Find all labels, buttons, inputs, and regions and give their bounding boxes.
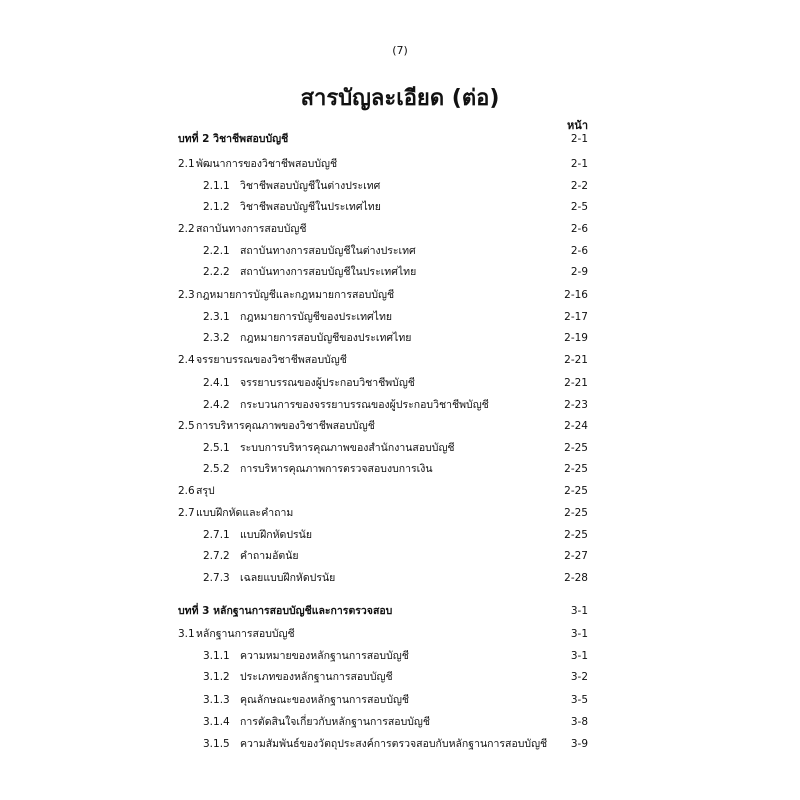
toc-entry-title: กฎหมายการบัญชีและกฎหมายการสอบบัญชี bbox=[196, 289, 395, 301]
toc-entry-number: 3.1.5 bbox=[203, 738, 230, 750]
toc-entry-page: 2-2 bbox=[570, 180, 588, 192]
toc-entry bbox=[0, 568, 800, 588]
toc-entry-number: 2.7 bbox=[178, 507, 195, 519]
toc-entry-page: 3-8 bbox=[570, 716, 588, 728]
toc-entry-number: 3.1.3 bbox=[203, 694, 230, 706]
toc-entry-number: 3.1.1 bbox=[203, 650, 230, 662]
toc-entry-page: 2-1 bbox=[570, 158, 588, 170]
toc-entry bbox=[0, 154, 800, 174]
toc-entry-page: 2-6 bbox=[570, 245, 588, 257]
toc-entry bbox=[0, 285, 800, 305]
toc-entry-number: 2.6 bbox=[178, 485, 195, 497]
toc-entry-title: กฎหมายการสอบบัญชีของประเทศไทย bbox=[240, 332, 412, 344]
toc-entry-page: 2-21 bbox=[564, 354, 588, 366]
toc-entry-title: การบริหารคุณภาพการตรวจสอบงบการเงิน bbox=[240, 463, 433, 475]
toc-entry bbox=[0, 690, 800, 710]
toc-entry-number: 2.4.1 bbox=[203, 377, 230, 389]
toc-entry-title: แบบฝึกหัดและคำถาม bbox=[196, 507, 294, 519]
toc-entry bbox=[0, 712, 800, 732]
toc-entry bbox=[0, 241, 800, 261]
toc-entry-number: 2.5 bbox=[178, 420, 195, 432]
toc-entry-title: คุณลักษณะของหลักฐานการสอบบัญชี bbox=[240, 694, 410, 706]
toc-entry-page: 2-19 bbox=[564, 332, 588, 344]
page-title: สารบัญละเอียด (ต่อ) bbox=[300, 86, 500, 111]
toc-entry-page: 2-16 bbox=[564, 289, 588, 301]
toc-entry-number: 2.4 bbox=[178, 354, 195, 366]
toc-entry-page: 3-2 bbox=[570, 671, 588, 683]
toc-entry-page: 2-25 bbox=[564, 442, 588, 454]
toc-entry bbox=[0, 438, 800, 458]
toc-entry-number: 2.3 bbox=[178, 289, 195, 301]
toc-entry-title: คำถามอัตนัย bbox=[240, 550, 299, 562]
toc-entry-number: 3.1 bbox=[178, 628, 195, 640]
page-number: (7) bbox=[392, 44, 408, 57]
toc-entry-page: 2-1 bbox=[570, 133, 588, 145]
toc-entry bbox=[0, 646, 800, 666]
toc-entry-number: 2.7.2 bbox=[203, 550, 230, 562]
toc-entry bbox=[0, 395, 800, 415]
toc-entry bbox=[0, 350, 800, 370]
toc-entry bbox=[0, 219, 800, 239]
toc-entry-title: หลักฐานการสอบบัญชี bbox=[196, 628, 295, 640]
page-column-header: หน้า bbox=[567, 119, 588, 132]
toc-entry-title: สถาบันทางการสอบบัญชีในต่างประเทศ bbox=[240, 245, 416, 257]
chapter-heading: บทที่ 3 หลักฐานการสอบบัญชีและการตรวจสอบ bbox=[178, 605, 393, 617]
toc-entry-page: 2-27 bbox=[564, 550, 588, 562]
toc-entry bbox=[0, 129, 800, 149]
toc-entry-page: 2-28 bbox=[564, 572, 588, 584]
toc-entry-page: 2-25 bbox=[564, 529, 588, 541]
toc-entry bbox=[0, 546, 800, 566]
toc-entry-title: เฉลยแบบฝึกหัดปรนัย bbox=[240, 572, 336, 584]
toc-entry-page: 2-21 bbox=[564, 377, 588, 389]
toc-entry bbox=[0, 373, 800, 393]
toc-entry-page: 2-25 bbox=[564, 463, 588, 475]
toc-entry-number: 2.2.1 bbox=[203, 245, 230, 257]
toc-entry-number: 2.3.1 bbox=[203, 311, 230, 323]
toc-entry-page: 2-5 bbox=[570, 201, 588, 213]
toc-entry-page: 2-17 bbox=[564, 311, 588, 323]
toc-entry-title: กระบวนการของจรรยาบรรณของผู้ประกอบวิชาชีพบัญชี bbox=[240, 399, 489, 411]
chapter-heading: บทที่ 2 วิชาชีพสอบบัญชี bbox=[178, 133, 289, 145]
toc-entry bbox=[0, 197, 800, 217]
toc-entry-title: สรุป bbox=[196, 485, 215, 497]
toc-entry bbox=[0, 459, 800, 479]
toc-entry bbox=[0, 601, 800, 621]
toc-entry-title: พัฒนาการของวิชาชีพสอบบัญชี bbox=[196, 158, 338, 170]
toc-entry-number: 2.7.3 bbox=[203, 572, 230, 584]
toc-entry-number: 2.5.1 bbox=[203, 442, 230, 454]
toc-entry-number: 2.7.1 bbox=[203, 529, 230, 541]
toc-entry-page: 2-24 bbox=[564, 420, 588, 432]
toc-entry-title: วิชาชีพสอบบัญชีในประเทศไทย bbox=[240, 201, 381, 213]
toc-entry bbox=[0, 307, 800, 327]
toc-entry-number: 2.5.2 bbox=[203, 463, 230, 475]
toc-entry-title: แบบฝึกหัดปรนัย bbox=[240, 529, 312, 541]
toc-entry bbox=[0, 525, 800, 545]
toc-entry-title: กฎหมายการบัญชีของประเทศไทย bbox=[240, 311, 393, 323]
toc-entry-number: 2.3.2 bbox=[203, 332, 230, 344]
toc-entry bbox=[0, 416, 800, 436]
toc-entry-number: 2.1.1 bbox=[203, 180, 230, 192]
toc-entry-title: จรรยาบรรณของผู้ประกอบวิชาชีพบัญชี bbox=[240, 377, 415, 389]
toc-entry-number: 3.1.2 bbox=[203, 671, 230, 683]
toc-entry bbox=[0, 734, 800, 754]
toc-entry-page: 3-1 bbox=[570, 650, 588, 662]
toc-entry-title: ความหมายของหลักฐานการสอบบัญชี bbox=[240, 650, 409, 662]
toc-entry-title: การตัดสินใจเกี่ยวกับหลักฐานการสอบบัญชี bbox=[240, 716, 431, 728]
toc-entry-number: 2.1 bbox=[178, 158, 195, 170]
toc-entry bbox=[0, 503, 800, 523]
toc-entry-title: สถาบันทางการสอบบัญชีในประเทศไทย bbox=[240, 266, 417, 278]
toc-entry-page: 3-1 bbox=[570, 628, 588, 640]
toc-entry-number: 2.1.2 bbox=[203, 201, 230, 213]
toc-entry-page: 2-23 bbox=[564, 399, 588, 411]
toc-entry-page: 3-9 bbox=[570, 738, 588, 750]
toc-entry-title: วิชาชีพสอบบัญชีในต่างประเทศ bbox=[240, 180, 381, 192]
toc-entry bbox=[0, 328, 800, 348]
toc-entry bbox=[0, 176, 800, 196]
toc-entry-number: 2.2 bbox=[178, 223, 195, 235]
toc-entry bbox=[0, 262, 800, 282]
toc-entry-title: สถาบันทางการสอบบัญชี bbox=[196, 223, 307, 235]
toc-entry-page: 2-25 bbox=[564, 485, 588, 497]
toc-entry bbox=[0, 667, 800, 687]
toc-entry-title: การบริหารคุณภาพของวิชาชีพสอบบัญชี bbox=[196, 420, 375, 432]
toc-entry-page: 2-6 bbox=[570, 223, 588, 235]
toc-entry-number: 2.2.2 bbox=[203, 266, 230, 278]
toc-entry-page: 2-25 bbox=[564, 507, 588, 519]
toc-entry-page: 3-5 bbox=[570, 694, 588, 706]
toc-entry-title: ประเภทของหลักฐานการสอบบัญชี bbox=[240, 671, 393, 683]
toc-entry-title: จรรยาบรรณของวิชาชีพสอบบัญชี bbox=[196, 354, 347, 366]
toc-entry-number: 2.4.2 bbox=[203, 399, 230, 411]
toc-entry-number: 3.1.4 bbox=[203, 716, 230, 728]
toc-entry-title: ระบบการบริหารคุณภาพของสำนักงานสอบบัญชี bbox=[240, 442, 455, 454]
toc-entry-page: 3-1 bbox=[570, 605, 588, 617]
toc-entry bbox=[0, 624, 800, 644]
toc-entry-title: ความสัมพันธ์ของวัตถุประสงค์การตรวจสอบกับหลักฐานการสอบบัญชี bbox=[240, 738, 548, 750]
toc-entry bbox=[0, 481, 800, 501]
toc-entry-page: 2-9 bbox=[570, 266, 588, 278]
